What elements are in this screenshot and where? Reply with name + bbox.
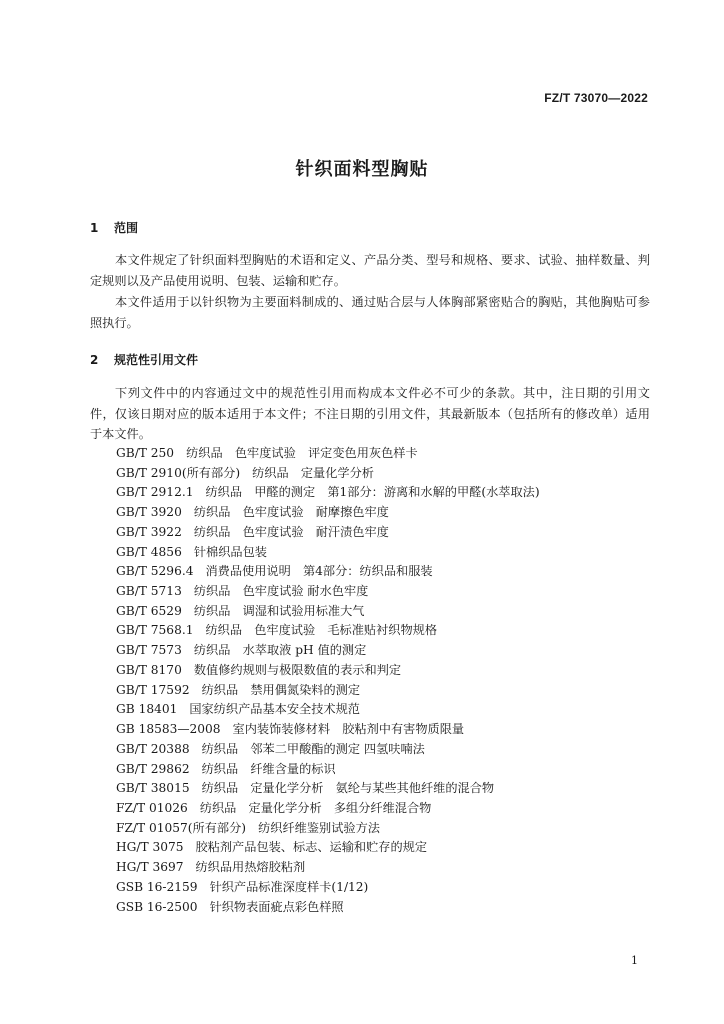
reference-code: GB/T 4856	[116, 544, 182, 559]
section-1-title: 范围	[114, 221, 139, 235]
reference-code: FZ/T 01057(所有部分)	[116, 820, 247, 835]
reference-title: 纺织品 定量化学分析	[252, 465, 374, 480]
reference-title: 针棉织品包装	[193, 544, 267, 559]
reference-code: HG/T 3697	[116, 860, 184, 875]
reference-code: GB/T 17592	[116, 682, 190, 697]
section-2-number: 2	[90, 353, 99, 367]
reference-item	[116, 483, 540, 503]
section-2-heading	[90, 351, 198, 368]
reference-title: 针织物表面疵点彩色样照	[209, 899, 344, 914]
reference-item	[116, 700, 540, 720]
reference-title: 纺织品 色牢度试验 毛标准贴衬织物规格	[205, 623, 438, 638]
reference-code: GB/T 7568.1	[116, 623, 194, 638]
reference-code: GB/T 5296.4	[116, 564, 194, 579]
reference-title: 纺织品 甲醛的测定 第1部分：游离和水解的甲醛(水萃取法)	[205, 485, 540, 500]
reference-item	[116, 582, 540, 602]
reference-title: 胶粘剂产品包装、标志、运输和贮存的规定	[195, 840, 428, 855]
reference-title: 纺织品 定量化学分析 多组分纤维混合物	[199, 800, 432, 815]
reference-title: 纺织品 禁用偶氮染料的测定	[201, 682, 361, 697]
reference-item	[116, 661, 540, 681]
reference-code: GB/T 8170	[116, 662, 182, 677]
standard-code: FZ/T 73070—2022	[544, 91, 648, 105]
reference-code: GB/T 20388	[116, 741, 190, 756]
reference-list	[116, 444, 540, 917]
section-2-title: 规范性引用文件	[114, 353, 199, 367]
reference-code: GB/T 29862	[116, 761, 190, 776]
reference-item	[116, 819, 540, 839]
reference-title: 消费品使用说明 第4部分：纺织品和服装	[205, 564, 433, 579]
reference-title: 纺织品 色牢度试验 耐摩擦色牢度	[193, 505, 389, 520]
reference-item	[116, 858, 540, 878]
reference-title: 纺织品 定量化学分析 氨纶与某些其他纤维的混合物	[201, 781, 495, 796]
reference-item	[116, 444, 540, 464]
reference-item	[116, 740, 540, 760]
reference-title: 纺织品 邻苯二甲酸酯的测定 四氢呋喃法	[201, 741, 425, 756]
reference-code: GB/T 5713	[116, 584, 182, 599]
document-title: 针织面料型胸贴	[295, 159, 429, 180]
reference-code: GSB 16-2159	[116, 879, 198, 894]
reference-code: GB/T 3922	[116, 524, 182, 539]
reference-code: GB/T 7573	[116, 643, 182, 658]
reference-item	[116, 779, 540, 799]
reference-code: GB/T 3920	[116, 505, 182, 520]
reference-code: GB 18401	[116, 702, 178, 717]
reference-title: 数值修约规则与极限数值的表示和判定	[193, 662, 402, 677]
reference-item	[116, 760, 540, 780]
reference-item	[116, 503, 540, 523]
reference-code: GB/T 2910(所有部分)	[116, 465, 241, 480]
reference-item	[116, 720, 540, 740]
reference-title: 纺织品 水萃取液 pH 值的测定	[193, 643, 367, 658]
section-1-number: 1	[90, 221, 99, 235]
reference-item	[116, 464, 540, 484]
reference-item	[116, 799, 540, 819]
reference-title: 纺织品用热熔胶粘剂	[195, 860, 306, 875]
reference-item	[116, 602, 540, 622]
reference-title: 国家纺织产品基本安全技术规范	[189, 702, 360, 717]
scope-paragraph-1: 本文件规定了针织面料型胸贴的术语和定义、产品分类、型号和规格、要求、试验、抽样数量、判定规则以及产品使用说明、包装、运输和贮存。	[90, 253, 650, 288]
reference-code: GSB 16-2500	[116, 899, 198, 914]
reference-code: GB 18583—2008	[116, 722, 221, 737]
reference-item	[116, 621, 540, 641]
page-number: 1	[631, 954, 638, 967]
reference-code: GB/T 2912.1	[116, 485, 194, 500]
reference-title: 纺织品 色牢度试验 耐水色牢度	[193, 584, 369, 599]
reference-code: HG/T 3075	[116, 840, 184, 855]
reference-item	[116, 898, 540, 918]
reference-code: GB/T 6529	[116, 603, 182, 618]
references-intro: 下列文件中的内容通过文中的规范性引用而构成本文件必不可少的条款。其中，注日期的引用文件，仅该日期对应的版本适用于本文件；不注日期的引用文件，其最新版本（包括所有的修改单）适用于本文件。	[90, 386, 650, 441]
reference-code: FZ/T 01026	[116, 800, 188, 815]
reference-title: 室内装饰装修材料 胶粘剂中有害物质限量	[232, 722, 465, 737]
scope-paragraph-2: 本文件适用于以针织物为主要面料制成的、通过贴合层与人体胸部紧密贴合的胸贴，其他胸贴可参照执行。	[90, 295, 650, 330]
reference-title: 针织产品标准深度样卡(1/12)	[209, 879, 369, 894]
reference-item	[116, 543, 540, 563]
reference-item	[116, 838, 540, 858]
reference-title: 纺织纤维鉴别试验方法	[258, 820, 380, 835]
section-1-heading	[90, 219, 138, 236]
reference-item	[116, 562, 540, 582]
reference-title: 纺织品 调湿和试验用标准大气	[193, 603, 365, 618]
reference-code: GB/T 38015	[116, 781, 190, 796]
reference-title: 纺织品 色牢度试验 评定变色用灰色样卡	[186, 446, 418, 460]
reference-item	[116, 641, 540, 661]
reference-item	[116, 523, 540, 543]
reference-title: 纺织品 色牢度试验 耐汗渍色牢度	[193, 524, 389, 539]
reference-item	[116, 681, 540, 701]
reference-title: 纺织品 纤维含量的标识	[201, 761, 336, 776]
reference-item	[116, 878, 540, 898]
reference-code: GB/T 250	[116, 446, 175, 460]
